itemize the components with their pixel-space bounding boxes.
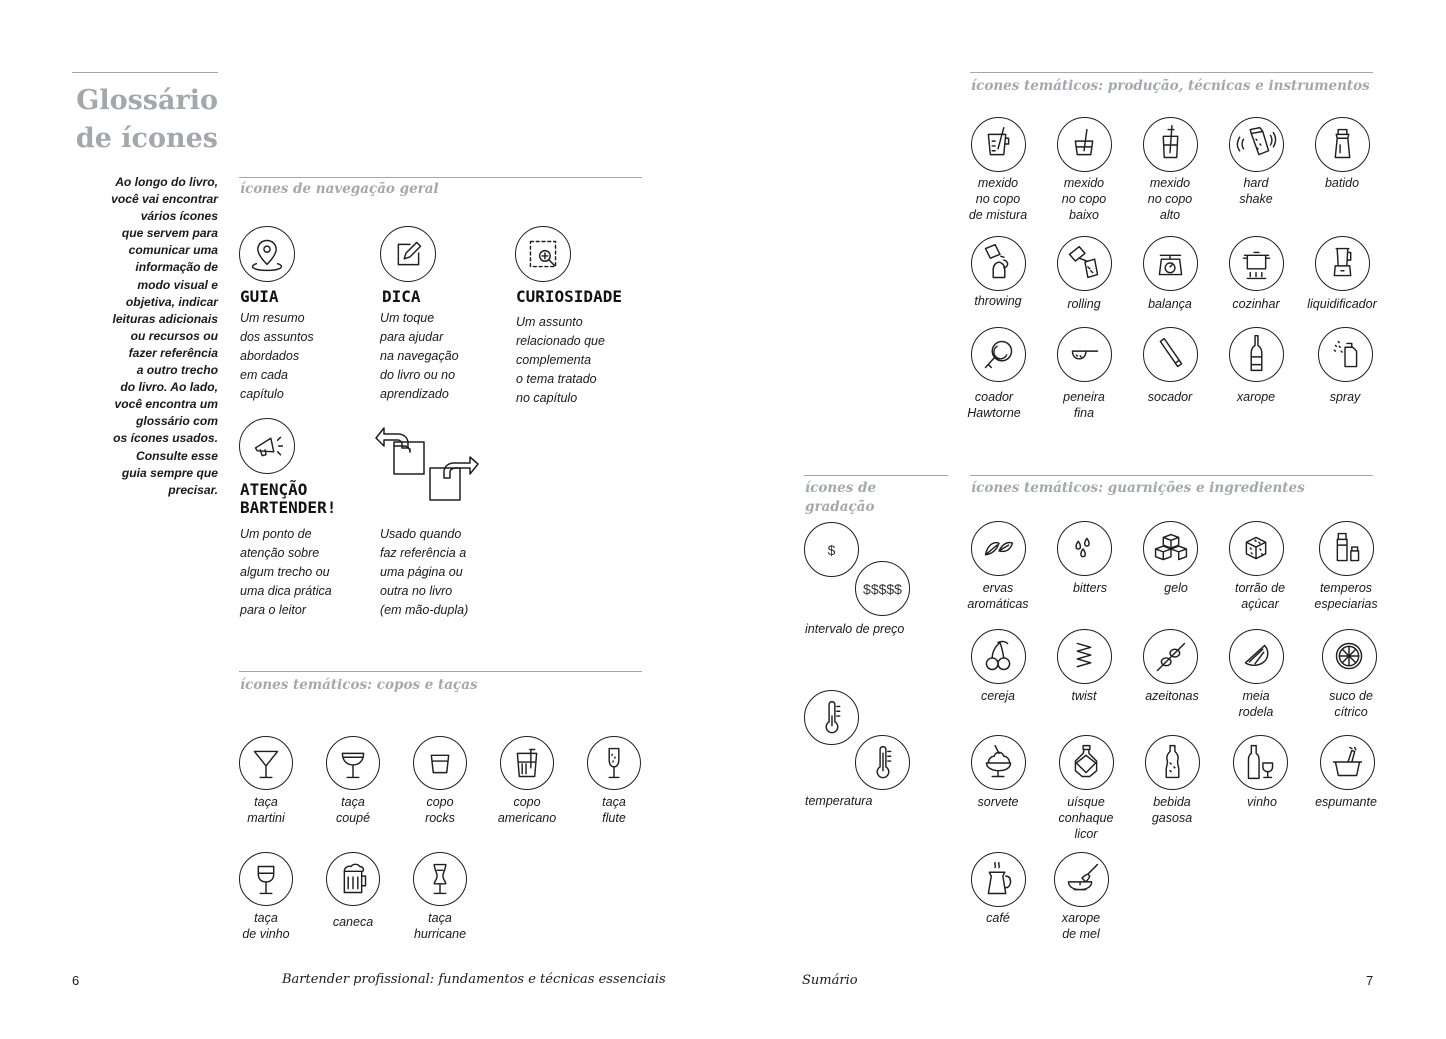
- wine-bottle-icon: [1233, 735, 1288, 790]
- glasses-section-title: ícones temáticos: copos e taças: [240, 677, 478, 693]
- fine-strainer-icon: [1057, 327, 1112, 382]
- price-low-icon: $: [804, 522, 859, 577]
- olives-icon: [1143, 629, 1198, 684]
- label-peneira: peneira fina: [1063, 390, 1105, 420]
- garnish-section-title: ícones temáticos: guarnições e ingredientes: [971, 480, 1305, 496]
- cooking-pot-icon: [1229, 236, 1284, 291]
- page-title: Glossário de ícones: [75, 85, 218, 154]
- map-pin-icon: [239, 226, 295, 282]
- megaphone-icon: [239, 418, 295, 474]
- label-mexido-mistura: mexido no copo de mistura: [968, 176, 1028, 222]
- label-xarope: xarope: [1236, 390, 1276, 404]
- stir-low-glass-icon: [1057, 117, 1112, 172]
- label-spray: spray: [1329, 390, 1361, 404]
- magnifier-icon: [515, 226, 571, 282]
- ice-cream-icon: [971, 735, 1026, 790]
- label-mexido-alto: mexido no copo alto: [1147, 176, 1193, 222]
- nav-section-rule: [239, 177, 642, 178]
- sugar-cube-icon: [1229, 521, 1284, 576]
- pencil-note-icon: [380, 226, 436, 282]
- nav-head-atencao: ATENÇÃO BARTENDER!: [240, 480, 337, 517]
- beer-mug-icon: [326, 852, 380, 906]
- bitters-icon: [1057, 521, 1112, 576]
- label-taca-hurricane: taça hurricane: [413, 911, 467, 941]
- label-cafe: café: [986, 911, 1010, 925]
- glasses-section-rule: [239, 671, 642, 672]
- twist-icon: [1057, 629, 1112, 684]
- label-meia-rodela: meia rodela: [1238, 689, 1274, 719]
- ice-cubes-icon: [1143, 521, 1198, 576]
- label-cereja: cereja: [980, 689, 1016, 703]
- label-gelo: gelo: [1164, 581, 1188, 595]
- herbs-icon: [971, 521, 1026, 576]
- label-mexido-baixo: mexido no copo baixo: [1061, 176, 1107, 222]
- label-taca-vinho: taça de vinho: [242, 911, 290, 941]
- shaker-icon: [1315, 117, 1370, 172]
- hawthorne-strainer-icon: [971, 327, 1026, 382]
- half-slice-icon: [1229, 629, 1284, 684]
- thermometer-high-icon: [855, 735, 910, 790]
- cherry-icon: [971, 629, 1026, 684]
- honey-dipper-icon: [1054, 852, 1109, 907]
- label-uisque: uísque conhaque licor: [1058, 795, 1114, 841]
- syrup-bottle-icon: [1229, 327, 1284, 382]
- mixing-glass-icon: [971, 117, 1026, 172]
- throwing-icon: [971, 236, 1026, 291]
- hurricane-glass-icon: [413, 852, 467, 906]
- production-section-rule: [970, 72, 1373, 73]
- martini-glass-icon: [239, 736, 293, 790]
- thermometer-low-icon: [804, 690, 859, 745]
- label-socador: socador: [1147, 390, 1193, 404]
- label-copo-americano: copo americano: [497, 795, 557, 825]
- label-cozinhar: cozinhar: [1232, 297, 1280, 311]
- nav-desc-atencao: Um ponto de atenção sobre algum trecho ou uma dica prática para o leitor: [240, 527, 332, 617]
- label-copo-rocks: copo rocks: [425, 795, 455, 825]
- page-number-right: 7: [1366, 973, 1374, 988]
- label-torrao: torrão de açúcar: [1234, 581, 1286, 611]
- label-espumante: espumante: [1315, 795, 1377, 809]
- label-rolling: rolling: [1067, 297, 1101, 311]
- citrus-icon: [1322, 629, 1377, 684]
- label-balanca: balança: [1148, 297, 1192, 311]
- label-ervas: ervas aromáticas: [967, 581, 1029, 611]
- garnish-section-rule: [970, 475, 1373, 476]
- nav-desc-guia: Um resumo dos assuntos abordados em cada capítulo: [240, 311, 314, 401]
- champagne-bucket-icon: [1320, 735, 1375, 790]
- label-suco-citrico: suco de cítrico: [1329, 689, 1373, 719]
- temperature-label: temperatura: [805, 794, 873, 808]
- scale-icon: [1143, 236, 1198, 291]
- nav-head-dica: DICA: [382, 287, 421, 306]
- hard-shake-icon: [1229, 117, 1284, 172]
- label-taca-martini: taça martini: [247, 795, 285, 825]
- footer-summary[interactable]: Sumário: [802, 973, 858, 988]
- label-twist: twist: [1071, 689, 1097, 703]
- soda-bottle-icon: [1145, 735, 1200, 790]
- nav-head-curiosidade: CURIOSIDADE: [516, 287, 622, 306]
- page-number-left: 6: [72, 973, 80, 988]
- label-sorvete: sorvete: [977, 795, 1019, 809]
- label-batido: batido: [1324, 176, 1360, 190]
- label-taca-flute: taça flute: [602, 795, 626, 825]
- label-xarope-mel: xarope de mel: [1061, 911, 1101, 941]
- label-azeitonas: azeitonas: [1145, 689, 1199, 703]
- nav-head-guia: GUIA: [240, 287, 279, 306]
- price-high-icon: $$$$$: [855, 561, 910, 616]
- label-hard-shake: hard shake: [1239, 176, 1273, 206]
- gradation-section-rule: [804, 475, 948, 476]
- nav-desc-curiosidade: Um assunto relacionado que complementa o tema tratado no capítulo: [516, 315, 605, 405]
- label-temperos: temperos especiarias: [1314, 581, 1378, 611]
- production-section-title: ícones temáticos: produção, técnicas e instrumentos: [971, 78, 1370, 94]
- label-caneca: caneca: [332, 915, 374, 929]
- double-arrow-icon: [374, 424, 480, 502]
- liquor-decanter-icon: [1059, 735, 1114, 790]
- coupe-glass-icon: [326, 736, 380, 790]
- blender-icon: [1315, 236, 1370, 291]
- spices-icon: [1319, 521, 1374, 576]
- label-vinho: vinho: [1247, 795, 1277, 809]
- footer-book-title: Bartender profissional: fundamentos e técnicas essenciais: [282, 972, 666, 987]
- label-taca-coupe: taça coupé: [335, 795, 371, 825]
- coffee-pot-icon: [971, 852, 1026, 907]
- intro-text: Ao longo do livro, você vai encontrar vários ícones que servem para comunicar uma informação de modo visual e objetiva, indicar leituras adicionais ou recursos ou fazer referência a outro trecho do livro. Ao lado, você encontra um glossário com os ícones usados. Consulte esse guia sempre que precisar.: [111, 175, 218, 497]
- label-liquidificador: liquidificador: [1307, 297, 1377, 311]
- label-coador: coador Hawtorne: [967, 390, 1021, 420]
- price-range-label: intervalo de preço: [805, 622, 905, 636]
- nav-desc-reference: Usado quando faz referência a uma página ou outra no livro (em mão-dupla): [380, 527, 469, 617]
- americano-glass-icon: [500, 736, 554, 790]
- rocks-glass-icon: [413, 736, 467, 790]
- title-rule: [72, 72, 218, 73]
- nav-desc-dica: Um toque para ajudar na navegação do livro ou no aprendizado: [380, 311, 459, 401]
- muddler-icon: [1143, 327, 1198, 382]
- label-bitters: bitters: [1072, 581, 1108, 595]
- label-bebida-gasosa: bebida gasosa: [1151, 795, 1193, 825]
- wine-glass-icon: [239, 852, 293, 906]
- label-throwing: throwing: [974, 294, 1022, 308]
- spray-icon: [1318, 327, 1373, 382]
- flute-glass-icon: [587, 736, 641, 790]
- rolling-icon: [1057, 236, 1112, 291]
- nav-section-title: ícones de navegação geral: [240, 181, 439, 197]
- stir-tall-glass-icon: [1143, 117, 1198, 172]
- gradation-section-title: ícones de gradação: [805, 480, 877, 515]
